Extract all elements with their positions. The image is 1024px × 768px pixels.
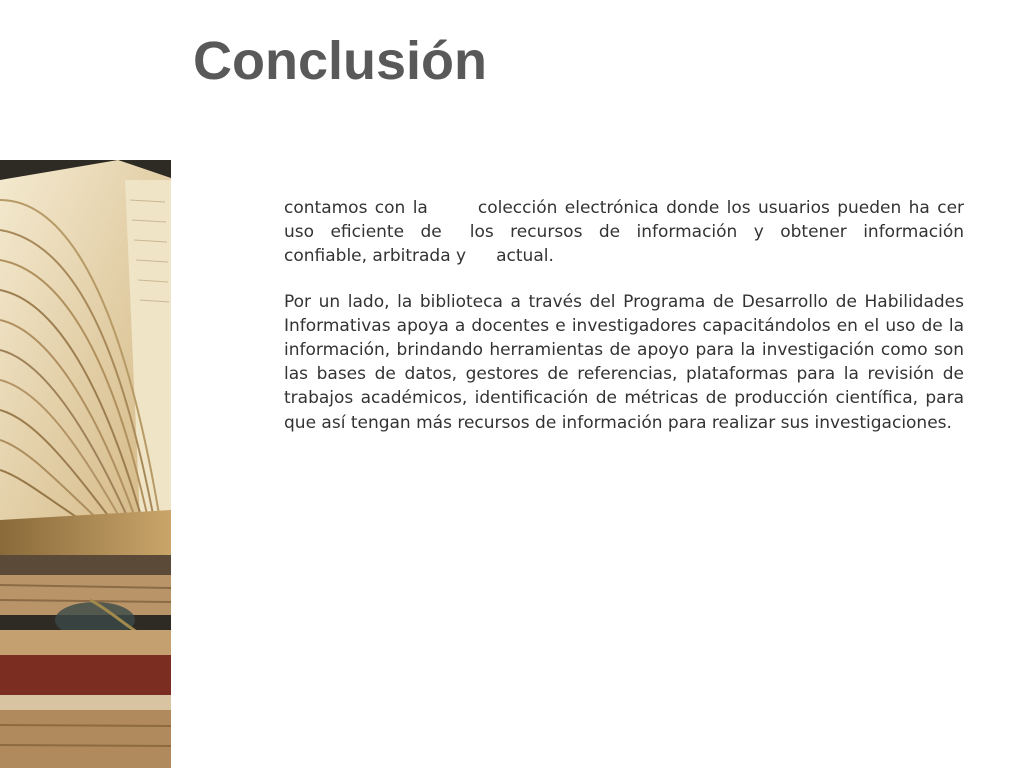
paragraph-library: Por un lado, la biblioteca a través del Programa de Desarrollo de Habilidades Informativas apoya a docentes e investigadores capacitándolos en el uso de la información, brindando herramientas de apoyo para la investigación como son las bases de datos, gestores de referencias, plataformas para la revisión de trabajos académicos, identificación de métricas de producción científica, para que así tengan más recursos de información para realizar sus investigaciones.: [284, 291, 964, 433]
line3-right: actual.: [496, 246, 554, 267]
page-title: Conclusión: [193, 31, 487, 91]
open-book-photo: [0, 160, 171, 768]
line1-left: contamos con la: [284, 198, 428, 218]
line1-right: colección electrónica donde los usuarios pueden ha: [477, 198, 930, 218]
body-text: [284, 196, 964, 435]
line2-left: cer uso eficiente de: [284, 198, 965, 243]
paragraph-intro: [284, 196, 964, 269]
line3-left: confiable, arbitrada y: [284, 246, 467, 267]
line2-right: los recursos de información y obtener información: [469, 222, 964, 243]
